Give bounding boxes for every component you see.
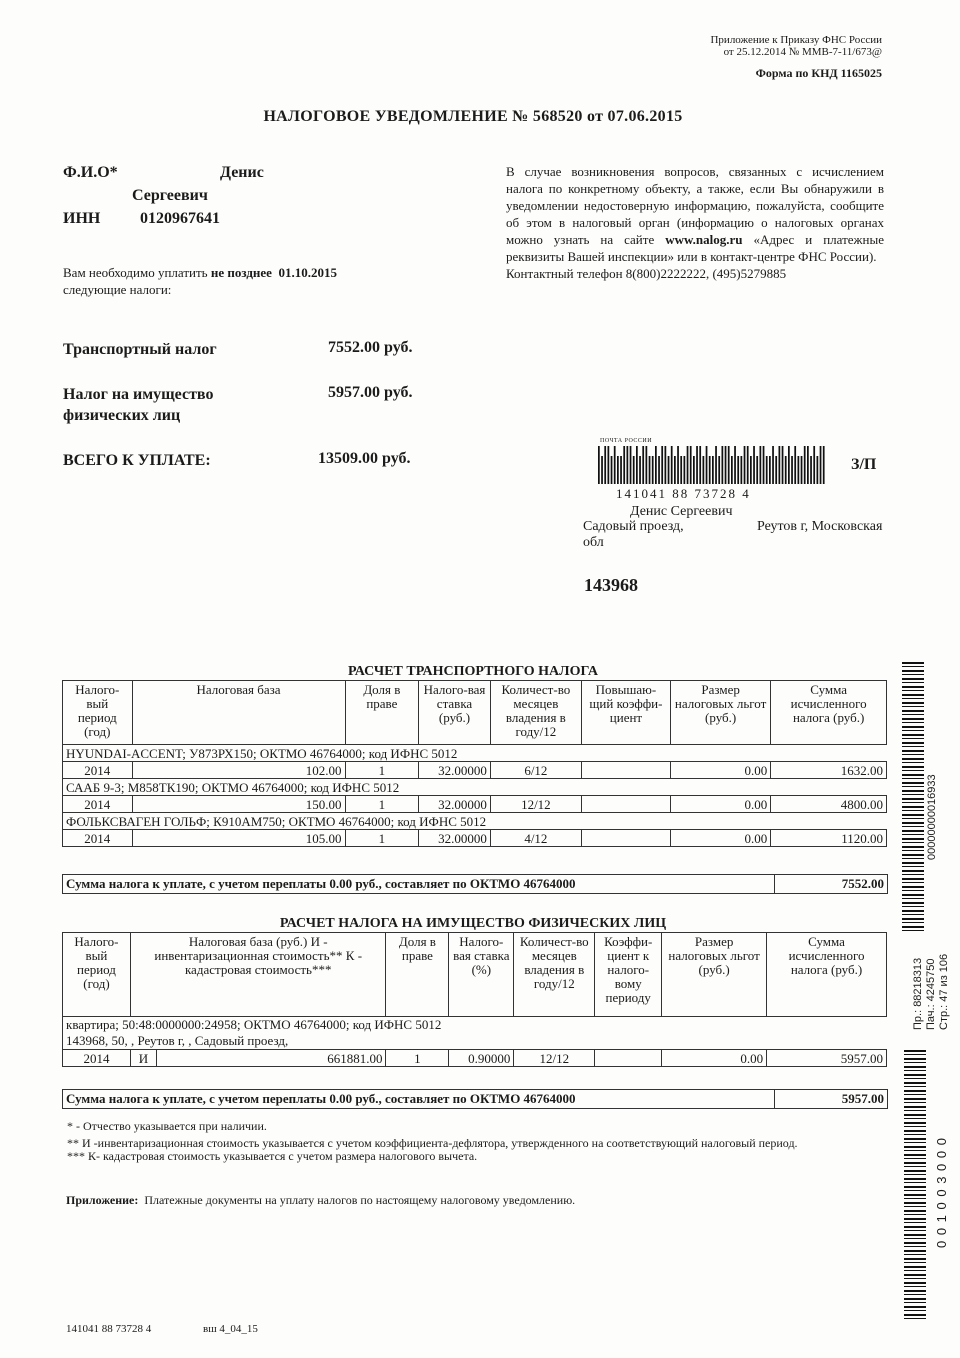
- inn-label: ИНН: [63, 210, 101, 227]
- total-amount: 13509.00 руб.: [318, 450, 411, 467]
- barcode-bar: [652, 456, 654, 484]
- transport-header-coef: Повышаю-щий коэффи-циент: [581, 681, 670, 745]
- table-row: [63, 830, 887, 847]
- property-total-value: 5957.00: [774, 1089, 888, 1109]
- barcode-bar: [728, 446, 730, 484]
- barcode-bar: [642, 446, 644, 484]
- info-text-1: В случае возникновения вопросов, связанных с исчислением налога по конкретному объекту, а также, если Вы обнаружили в уведомлении недостоверную информацию, пожалуйста, сообщите об этом в налоговый орган (информацию о налоговых органах можно узнать на сайте: [506, 164, 884, 247]
- cell-benefit: 0.00: [670, 830, 770, 847]
- barcode-bar: [703, 456, 705, 484]
- barcode-bar: [779, 446, 781, 484]
- order-line-1: Приложение к Приказу ФНС России: [710, 34, 882, 46]
- barcode-bar: [649, 456, 651, 484]
- barcode-bar: [750, 456, 752, 484]
- barcode-bar: [741, 456, 743, 484]
- barcode-bar: [817, 456, 819, 484]
- barcode-bar: [747, 446, 749, 484]
- property-object: [63, 1017, 887, 1050]
- transport-header-period: Налого-вый период (год): [63, 681, 133, 745]
- property-table-title: РАСЧЕТ НАЛОГА НА ИМУЩЕСТВО ФИЗИЧЕСКИХ ЛИЦ: [279, 916, 667, 931]
- transport-tax-table: [62, 680, 887, 847]
- table-row: [63, 796, 887, 813]
- cell-coef: [595, 1050, 662, 1067]
- barcode-bar: [687, 446, 689, 484]
- barcode-bar: [788, 446, 790, 484]
- cell-benefit: 0.00: [662, 1050, 767, 1067]
- transport-total-label: Сумма налога к уплате, с учетом переплаты 0.00 руб., составляет по ОКТМО 46764000: [62, 874, 775, 894]
- barcode-bar: [798, 456, 800, 484]
- barcode-bar: [671, 446, 673, 484]
- barcode-bar: [722, 446, 724, 484]
- barcode-bar: [639, 456, 641, 484]
- property-object-line-2: 143968, 50, , Реутов г, , Садовый проезд,: [66, 1033, 289, 1048]
- barcode-bar: [807, 446, 809, 484]
- barcode-bar: [623, 446, 625, 484]
- side-pr: Пр.: 88218313: [912, 957, 924, 1030]
- footnotes: [67, 1120, 893, 1163]
- cell-year: 2014: [63, 796, 133, 813]
- cell-benefit: 0.00: [670, 762, 770, 779]
- cell-base: 150.00: [132, 796, 345, 813]
- cell-months: 12/12: [490, 796, 581, 813]
- barcode-bar: [794, 446, 796, 484]
- vehicle-title: СААБ 9-3; М858ТК190; ОКТМО 46764000; код ИФНС 5012: [63, 779, 887, 796]
- cell-type: И: [130, 1050, 156, 1067]
- property-header-sum: Сумма исчисленного налога (руб.): [767, 933, 887, 1017]
- barcode-bar: [677, 446, 679, 484]
- cell-base: 661881.00: [156, 1050, 386, 1067]
- cell-year: 2014: [63, 830, 133, 847]
- cell-rate: 0.90000: [449, 1050, 514, 1067]
- side-page: Стр.: 47 из 106: [938, 953, 950, 1030]
- cell-share: 1: [345, 762, 419, 779]
- barcode-bar: [782, 446, 784, 484]
- cell-rate: 32.00000: [419, 762, 491, 779]
- cell-months: 6/12: [490, 762, 581, 779]
- barcode-bar: [658, 456, 660, 484]
- table-row: [63, 1050, 887, 1067]
- transport-tax-amount: 7552.00 руб.: [328, 339, 413, 356]
- annex-label: Приложение:: [66, 1193, 139, 1207]
- barcode-bar: [753, 446, 755, 484]
- barcode-bar: [756, 456, 758, 484]
- barcode-bar: [769, 456, 771, 484]
- barcode-bar: [696, 446, 698, 484]
- property-tax-label-2: физических лиц: [63, 407, 181, 424]
- cell-year: 2014: [63, 762, 133, 779]
- barcode-bar: [791, 456, 793, 484]
- annex-text: Платежные документы на уплату налогов по настоящему налоговому уведомлению.: [144, 1193, 576, 1207]
- barcode-bar: [766, 456, 768, 484]
- barcode-bar: [820, 446, 822, 484]
- barcode-bar: [690, 446, 692, 484]
- annex: [66, 1193, 575, 1208]
- cell-months: 4/12: [490, 830, 581, 847]
- site-link[interactable]: www.nalog.ru: [665, 232, 743, 247]
- barcode-caption: ПОЧТА РОССИИ: [600, 438, 653, 444]
- total-label: ВСЕГО К УПЛАТЕ:: [63, 452, 211, 469]
- recipient-region: обл: [583, 535, 604, 550]
- property-header-rate: Налого-вая ставка (%): [449, 933, 514, 1017]
- payment-instruction: [63, 264, 423, 298]
- footnote-3: *** К- кадастровая стоимость указывается с учетом размера налогового вычета.: [67, 1149, 478, 1163]
- cell-benefit: 0.00: [670, 796, 770, 813]
- cell-months: 12/12: [514, 1050, 595, 1067]
- barcode-bar: [725, 446, 727, 484]
- postal-barcode: [598, 446, 826, 484]
- barcode-bar: [614, 446, 616, 484]
- cell-base: 102.00: [132, 762, 345, 779]
- vehicle-title: ФОЛЬКСВАГЕН ГОЛЬФ; К910АМ750; ОКТМО 46764000; код ИФНС 5012: [63, 813, 887, 830]
- cell-sum: 5957.00: [767, 1050, 887, 1067]
- barcode-bar: [810, 456, 812, 484]
- property-header-base: Налоговая база (руб.) И - инвентаризационная стоимость** К - кадастровая стоимость***: [130, 933, 386, 1017]
- barcode-bar: [715, 446, 717, 484]
- cell-share: 1: [386, 1050, 449, 1067]
- barcode-bar: [684, 456, 686, 484]
- footer-version: вш 4_04_15: [203, 1323, 258, 1335]
- barcode-bar: [731, 456, 733, 484]
- barcode-bar: [709, 456, 711, 484]
- barcode-bar: [693, 456, 695, 484]
- first-name: Денис: [220, 164, 264, 181]
- barcode-bar: [617, 456, 619, 484]
- barcode-bar: [604, 446, 606, 484]
- footnote-2: ** И -инвентаризационная стоимость указывается с учетом коэффициента-дефлятора, утвержденного на соответствующий налоговый период.: [67, 1136, 798, 1150]
- barcode-bar: [706, 446, 708, 484]
- cell-coef: [581, 762, 670, 779]
- side-barcode-top: [902, 662, 924, 934]
- cell-coef: [581, 796, 670, 813]
- barcode-bar: [718, 456, 720, 484]
- barcode-bar: [772, 446, 774, 484]
- barcode-bar: [737, 456, 739, 484]
- cell-base: 105.00: [132, 830, 345, 847]
- barcode-bar: [636, 446, 638, 484]
- property-header-benefit: Размер налоговых льгот (руб.): [662, 933, 767, 1017]
- barcode-number: 141041 88 73728 4: [616, 486, 751, 501]
- barcode-bar: [801, 456, 803, 484]
- deadline-date: 01.10.2015: [278, 265, 337, 280]
- recipient-city: Реутов г, Московская: [757, 519, 883, 534]
- barcode-bar: [608, 446, 610, 484]
- cell-sum: 1120.00: [771, 830, 887, 847]
- barcode-bar: [630, 446, 632, 484]
- property-tax-label: [63, 384, 213, 426]
- order-line-2: от 25.12.2014 № ММВ-7-11/673@: [723, 46, 882, 58]
- payment-text-before: Вам необходимо уплатить: [63, 265, 208, 280]
- barcode-bar: [674, 456, 676, 484]
- barcode-bar: [760, 446, 762, 484]
- transport-header-share: Доля в праве: [345, 681, 419, 745]
- last-name: Сергеевич: [132, 187, 208, 204]
- barcode-bar: [661, 446, 663, 484]
- order-reference: [710, 34, 882, 58]
- barcode-bar: [680, 456, 682, 484]
- barcode-bar: [699, 446, 701, 484]
- property-object-line-1: квартира; 50:48:0000000:24958; ОКТМО 46764000; код ИФНС 5012: [66, 1017, 442, 1032]
- vehicle-title: HYUNDAI-ACCENT; У873РХ150; ОКТМО 46764000; код ИФНС 5012: [63, 745, 887, 762]
- fio-label: Ф.И.О*: [63, 164, 118, 181]
- side-barcode-bottom: [904, 1050, 926, 1322]
- zp-label: З/П: [851, 456, 877, 473]
- cell-coef: [581, 830, 670, 847]
- table-row: [63, 762, 887, 779]
- cell-sum: 4800.00: [771, 796, 887, 813]
- postal-code: 143968: [584, 575, 638, 595]
- info-text-2: «Адрес и платежные реквизиты Вашей инспекции» или в контакт-центре ФНС России).: [506, 232, 884, 264]
- barcode-bar: [620, 456, 622, 484]
- property-header-period: Налого-вый период (год): [63, 933, 131, 1017]
- barcode-bar: [734, 446, 736, 484]
- recipient-name: Денис Сергеевич: [630, 504, 733, 519]
- barcode-bar: [823, 446, 825, 484]
- side-pach: Пач.: 4245750: [925, 958, 937, 1030]
- transport-total-value: 7552.00: [774, 874, 888, 894]
- footer-code: 141041 88 73728 4: [66, 1323, 152, 1335]
- form-code: Форма по КНД 1165025: [755, 66, 882, 80]
- barcode-bar: [598, 446, 600, 484]
- footnote-1: * - Отчество указывается при наличии.: [67, 1119, 267, 1133]
- barcode-bar: [655, 446, 657, 484]
- transport-header-months: Количест-во месяцев владения в году/12: [490, 681, 581, 745]
- property-tax-amount: 5957.00 руб.: [328, 384, 413, 401]
- cell-sum: 1632.00: [771, 762, 887, 779]
- transport-tax-label: Транспортный налог: [63, 341, 217, 358]
- property-total-label: Сумма налога к уплате, с учетом переплаты 0.00 руб., составляет по ОКТМО 46764000: [62, 1089, 775, 1109]
- barcode-bar: [611, 456, 613, 484]
- contact-phone: Контактный телефон 8(800)2222222, (495)5279885: [506, 266, 787, 281]
- cell-year: 2014: [63, 1050, 131, 1067]
- barcode-bar: [785, 456, 787, 484]
- barcode-bar: [763, 446, 765, 484]
- barcode-bar: [627, 446, 629, 484]
- inn-value: 0120967641: [140, 210, 220, 227]
- side-barcode-digits: 00000000016933: [926, 774, 938, 860]
- recipient-street: Садовый проезд,: [583, 519, 684, 534]
- transport-header-sum: Сумма исчисленного налога (руб.): [771, 681, 887, 745]
- info-paragraph: [506, 163, 884, 282]
- barcode-bar: [668, 456, 670, 484]
- transport-header-base: Налоговая база: [132, 681, 345, 745]
- property-tax-label-1: Налог на имущество: [63, 386, 214, 403]
- barcode-bar: [646, 446, 648, 484]
- cell-rate: 32.00000: [419, 796, 491, 813]
- property-header-months: Количест-во месяцев владения в году/12: [514, 933, 595, 1017]
- side-digits-bottom: 0 0 1 0 0 3 0 0 0: [934, 1137, 949, 1248]
- transport-header-benefit: Размер налоговых льгот (руб.): [670, 681, 770, 745]
- barcode-bar: [712, 456, 714, 484]
- barcode-bar: [813, 446, 815, 484]
- document-title: НАЛОГОВОЕ УВЕДОМЛЕНИЕ № 568520 от 07.06.2015: [263, 108, 683, 125]
- property-header-coef: Коэффи-циент к налого-вому периоду: [595, 933, 662, 1017]
- transport-header-rate: Налого-вая ставка (руб.): [419, 681, 491, 745]
- payment-text-after: следующие налоги:: [63, 282, 172, 297]
- barcode-bar: [775, 456, 777, 484]
- property-header-share: Доля в праве: [386, 933, 449, 1017]
- barcode-bar: [601, 456, 603, 484]
- cell-share: 1: [345, 796, 419, 813]
- transport-table-title: РАСЧЕТ ТРАНСПОРТНОГО НАЛОГА: [348, 664, 598, 679]
- cell-share: 1: [345, 830, 419, 847]
- barcode-bar: [804, 446, 806, 484]
- property-tax-table: [62, 932, 887, 1067]
- barcode-bar: [665, 446, 667, 484]
- barcode-bar: [744, 446, 746, 484]
- barcode-bar: [633, 456, 635, 484]
- cell-rate: 32.00000: [419, 830, 491, 847]
- deadline-label: не позднее: [210, 265, 272, 280]
